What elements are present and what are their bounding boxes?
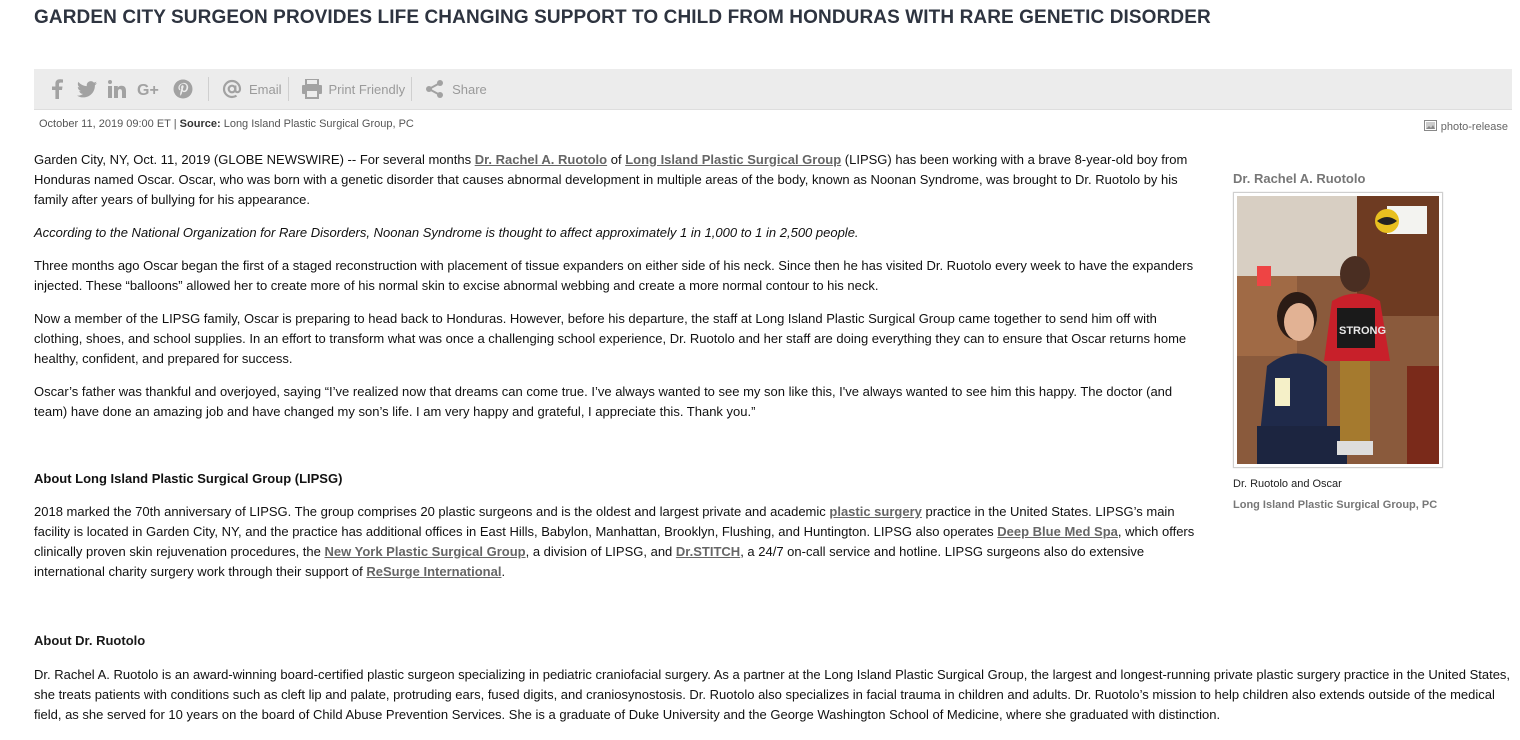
nyps-group-link[interactable]: New York Plastic Surgical Group bbox=[324, 544, 526, 559]
google-plus-icon[interactable] bbox=[136, 78, 164, 100]
email-label: Email bbox=[249, 81, 282, 97]
share-label: Share bbox=[452, 81, 487, 97]
email-share-button[interactable] bbox=[221, 78, 282, 100]
text: . bbox=[501, 564, 506, 579]
text: , a division of LIPSG, and bbox=[525, 544, 676, 559]
page-title: GARDEN CITY SURGEON PROVIDES LIFE CHANGING SUPPORT TO CHILD FROM HONDURAS WITH RARE GENETIC DISORDER bbox=[34, 7, 1211, 28]
printer-icon bbox=[301, 78, 323, 100]
release-date: October 11, 2019 09:00 ET bbox=[39, 118, 171, 130]
photo-illustration bbox=[1237, 196, 1439, 464]
plastic-surgery-link[interactable]: plastic surgery bbox=[829, 504, 922, 519]
paragraph: Oscar’s father was thankful and overjoyed, saying “I’ve realized now that dreams can come true. I’ve always wanted to see my son like this, I've always wanted to see him this happy. The doctor (and team) have done an amazing job and have changed my son’s life. I am very happy and grateful, I appreciate this. Thank you.” bbox=[34, 384, 1173, 419]
article-body bbox=[34, 150, 1206, 595]
release-meta: October 11, 2019 09:00 ET | Source: Long Island Plastic Surgical Group, PC bbox=[39, 118, 414, 130]
text: practice in the United States. LIPSG’s main facility is located in Garden City, NY, and the practice has additional offices in East Hills, Babylon, Manhattan, Brooklyn, Flushing, and Huntington. LIPSG also operates bbox=[34, 504, 1175, 539]
paragraph: Now a member of the LIPSG family, Oscar is preparing to head back to Honduras. However, before his departure, the staff at Long Island Plastic Surgical Group came together to send him off with clothing, shoes, and school supplies. In an effort to transform what was once a challenging school experience, Dr. Ruotolo and her staff are doing everything they can to ensure that Oscar returns home healthy, confident, and prepared for success. bbox=[34, 311, 1187, 366]
lipsg-link[interactable]: Long Island Plastic Surgical Group bbox=[625, 152, 842, 167]
photo-caption: Dr. Ruotolo and Oscar bbox=[1233, 478, 1342, 490]
photo-credit: Long Island Plastic Surgical Group, PC bbox=[1233, 499, 1438, 511]
photo-release-label: photo-release bbox=[1440, 121, 1508, 133]
divider bbox=[208, 77, 209, 101]
text: (LIPSG) has been working with a brave 8-year-old boy from Honduras named Oscar. Oscar, who was born with a genetic disorder that causes abnormal development in multiple areas of the body, known as Noonan Syndrome, was brought to Dr. Ruotolo by his family after years of bullying for his appearance. bbox=[34, 152, 1188, 207]
photo[interactable] bbox=[1233, 192, 1443, 468]
paragraph bbox=[34, 502, 1206, 582]
facebook-icon[interactable] bbox=[46, 78, 68, 100]
share-button[interactable] bbox=[424, 78, 487, 100]
source-label: Source: bbox=[179, 118, 221, 130]
svg-text:G+: G+ bbox=[137, 82, 159, 97]
print-friendly-button[interactable] bbox=[301, 78, 406, 100]
paragraph bbox=[34, 223, 1206, 243]
pinterest-icon[interactable] bbox=[172, 78, 194, 100]
divider bbox=[411, 77, 412, 101]
paragraph bbox=[34, 150, 1206, 210]
photo-release-tag[interactable] bbox=[1424, 120, 1508, 134]
section-heading: About Long Island Plastic Surgical Group (LIPSG) bbox=[34, 471, 343, 486]
twitter-icon[interactable] bbox=[76, 78, 98, 100]
deep-blue-med-spa-link[interactable]: Deep Blue Med Spa bbox=[997, 524, 1118, 539]
at-sign-icon bbox=[221, 78, 243, 100]
linkedin-icon[interactable] bbox=[106, 78, 128, 100]
sidebar-media bbox=[1233, 171, 1473, 511]
about-ruotolo-paragraph: Dr. Rachel A. Ruotolo is an award-winning board-certified plastic surgeon specializing in pediatric craniofacial surgery. As a partner at the Long Island Plastic Surgical Group, the largest and longest-running private plastic surgery practice in the United States, she treats patients with conditions such as cleft lip and palate, protruding ears, fused digits, and craniosynostosis. Dr. Ruotolo also specializes in facial trauma in children and adults. Dr. Ruotolo’s mission to help children also extends outside of the medical field, as she served for 10 years on the board of Child Abuse Prevention Services. She is a graduate of Duke University and the George Washington School of Medicine, where she graduated with distinction. bbox=[34, 667, 1511, 722]
text: Garden City, NY, Oct. 11, 2019 (GLOBE NEWSWIRE) -- For several months bbox=[34, 152, 475, 167]
shirt-text: STRONG bbox=[1339, 325, 1387, 337]
text: , a 24/7 on-call service and hotline. LIPSG surgeons also do extensive international charity surgery work through their support of bbox=[34, 544, 1145, 579]
image-icon bbox=[1424, 120, 1437, 134]
print-friendly-label: Print Friendly bbox=[328, 81, 406, 97]
section-heading: About Dr. Ruotolo bbox=[34, 633, 146, 648]
paragraph: Three months ago Oscar began the first of a staged reconstruction with placement of tissue expanders on either side of his neck. Since then he has visited Dr. Ruotolo every week to have the expanders injected. These “balloons” allowed her to create more of his normal skin to excise abnormal webbing and create a more normal contour to his neck. bbox=[34, 258, 1194, 293]
italic-quote: According to the National Organization for Rare Disorders, Noonan Syndrome is thought to affect approximately 1 in 1,000 to 1 in 2,500 people. bbox=[34, 225, 859, 240]
text: 2018 marked the 70th anniversary of LIPSG. The group comprises 20 plastic surgeons and is the oldest and largest private and academic bbox=[34, 504, 830, 519]
resurge-link[interactable]: ReSurge International bbox=[366, 564, 502, 579]
dr-stitch-link[interactable]: Dr.STITCH bbox=[675, 544, 741, 559]
divider bbox=[288, 77, 289, 101]
source-name: Long Island Plastic Surgical Group, PC bbox=[223, 118, 414, 130]
media-title: Dr. Rachel A. Ruotolo bbox=[1233, 171, 1366, 186]
text: of bbox=[607, 152, 626, 167]
ruotolo-link[interactable]: Dr. Rachel A. Ruotolo bbox=[474, 152, 608, 167]
text: , which offers clinically proven skin rejuvenation procedures, the bbox=[34, 524, 1195, 559]
share-toolbar bbox=[34, 69, 1512, 110]
share-icon bbox=[424, 78, 446, 100]
